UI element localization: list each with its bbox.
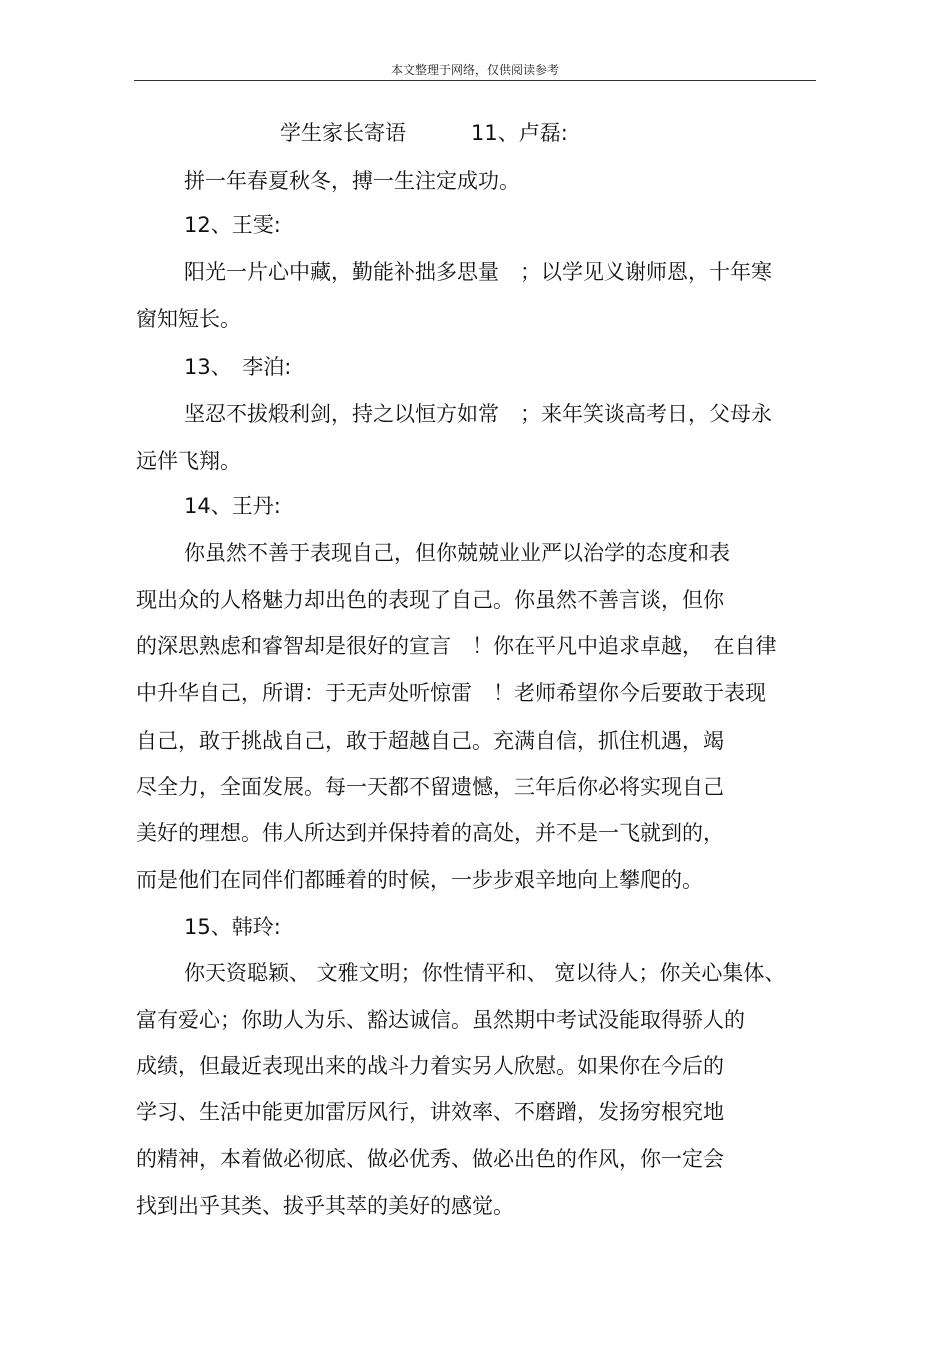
entry-heading-12: 12、王雯: xyxy=(184,213,281,237)
paragraph-line: 尽全力，全面发展。每一天都不留遗憾，三年后你必将实现自己 xyxy=(136,775,724,799)
paragraph-line: 富有爱心；你助人为乐、豁达诚信。虽然期中考试没能取得骄人的 xyxy=(136,1008,745,1032)
entry-heading-15: 15、韩玲: xyxy=(184,915,281,939)
paragraph-line: 学习、生活中能更加雷厉风行，讲效率、不磨蹭，发扬穷根究地 xyxy=(136,1100,724,1124)
paragraph-line: 中升华自己，所谓：于无声处听惊雷 ！老师希望你今后要敢于表现 xyxy=(136,681,766,705)
paragraph-line: 而是他们在同伴们都睡着的时候，一步步艰辛地向上攀爬的。 xyxy=(136,868,703,892)
paragraph-line: 拼一年春夏秋冬，搏一生注定成功。 xyxy=(184,169,520,193)
paragraph-line: 的精神，本着做必彻底、做必优秀、做必出色的作风，你一定会 xyxy=(136,1147,724,1171)
header-rule xyxy=(134,80,816,81)
paragraph-line: 的深思熟虑和睿智却是很好的宣言 ！你在平凡中追求卓越， 在自律 xyxy=(136,634,777,658)
entry-heading-11: 11、卢磊: xyxy=(471,121,568,145)
page-header-text: 本文整理于网络，仅供阅读参考 xyxy=(390,63,559,77)
paragraph-line: 窗知短长。 xyxy=(136,307,241,331)
paragraph-line: 现出众的人格魅力却出色的表现了自己。你虽然不善言谈，但你 xyxy=(136,588,724,612)
document-title: 学生家长寄语 xyxy=(280,121,406,145)
paragraph-line: 自己，敢于挑战自己，敢于超越自己。充满自信，抓住机遇，竭 xyxy=(136,729,724,753)
paragraph-line: 美好的理想。伟人所达到并保持着的高处，并不是一飞就到的， xyxy=(136,821,724,845)
paragraph-line: 阳光一片心中藏，勤能补拙多思量 ；以学见义谢师恩，十年寒 xyxy=(184,260,772,284)
paragraph-line: 找到出乎其类、拔乎其萃的美好的感觉。 xyxy=(136,1194,514,1218)
entry-heading-14: 14、王丹: xyxy=(184,494,281,518)
paragraph-line: 你虽然不善于表现自己，但你兢兢业业严以治学的态度和表 xyxy=(184,541,730,565)
paragraph-line: 你天资聪颖、 文雅文明；你性情平和、 宽以待人；你关心集体、 xyxy=(184,961,786,985)
entry-heading-13: 13、 李泊: xyxy=(184,355,292,379)
paragraph-line: 远伴飞翔。 xyxy=(136,449,241,473)
paragraph-line: 成绩，但最近表现出来的战斗力着实另人欣慰。如果你在今后的 xyxy=(136,1054,724,1078)
paragraph-line: 坚忍不拔煅利剑，持之以恒方如常 ；来年笑谈高考日，父母永 xyxy=(184,402,772,426)
